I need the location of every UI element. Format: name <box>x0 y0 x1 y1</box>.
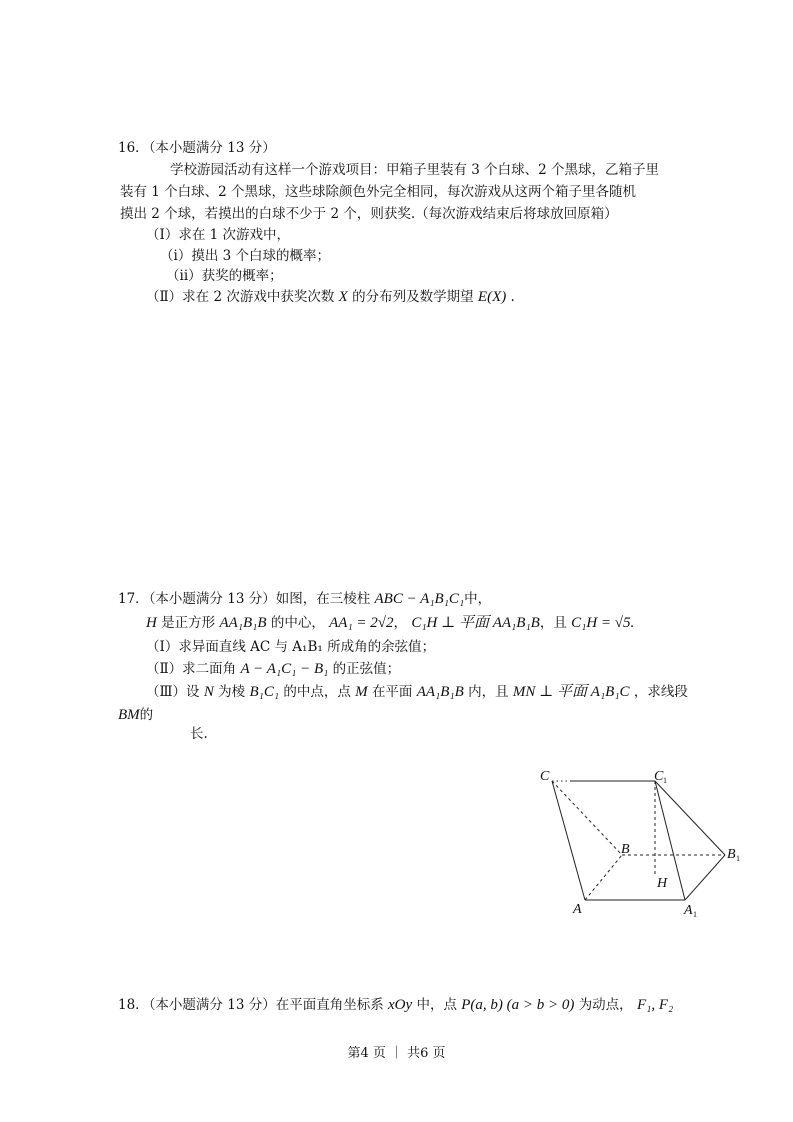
q17-part3-mid3: 在平面 <box>371 684 413 700</box>
q17-in: 中， <box>464 591 492 607</box>
q17-part3-long: 长. <box>190 726 208 742</box>
label-c1: C <box>654 769 664 784</box>
q17-part3-pre: （Ⅲ）设 <box>146 684 200 700</box>
q18-number: 18． <box>118 997 149 1013</box>
q17-m: M <box>355 684 368 700</box>
q17-and: ，且 <box>539 615 567 631</box>
label-b1-sub: 1 <box>736 854 740 863</box>
q18-text1: 在平面直角坐标系 <box>275 997 384 1013</box>
q16-stem-line1: 学校游园活动有这样一个游戏项目：甲箱子里装有 3 个白球、2 个黑球，乙箱子里 <box>170 162 660 178</box>
q17-part3 <box>146 682 688 702</box>
q17-part3-mid2: 的中点，点 <box>283 684 351 700</box>
edge-a1-b1 <box>685 855 725 900</box>
q18-text2: 中，点 <box>416 997 457 1013</box>
q18-line1 <box>118 995 673 1015</box>
q17-intro: 如图，在三棱柱 <box>275 591 371 607</box>
q16-part2-mid: 的分布列及数学期望 <box>352 289 474 305</box>
label-c: C <box>540 769 550 784</box>
q16-expectation: E(X) <box>477 289 507 305</box>
q17-dihedral-angle: A − A₁C₁ − B₁ <box>240 661 329 677</box>
edge-c1-b1 <box>655 781 725 855</box>
q17-part3-end: ，求线段 <box>633 684 688 700</box>
q17-part3-cont <box>118 705 153 725</box>
q17-points: （本小题满分 13 分） <box>148 591 276 607</box>
q17-mn-perp: MN ⊥ 平面 A₁B₁C <box>512 684 630 700</box>
q16-part2 <box>146 287 515 307</box>
q18-points: （本小题满分 13 分） <box>148 997 276 1013</box>
q17-part2 <box>146 659 400 679</box>
q18-text3: 为动点， <box>578 997 633 1013</box>
q16-part1: （Ⅰ）求在 1 次游戏中， <box>146 227 291 243</box>
q17-part3-mid1: 为棱 <box>218 684 246 700</box>
q17-c1h-eq: C₁H = √5. <box>571 615 635 631</box>
q17-h: H <box>146 615 157 631</box>
q17-plane: AA₁B₁B <box>416 684 464 700</box>
label-a1: A <box>684 903 693 918</box>
q17-line1 <box>118 589 491 609</box>
q17-part3-mid4: 内，且 <box>468 684 509 700</box>
q16-stem-line3: 摸出 2 个球，若摸出的白球不少于 2 个，则获奖.（每次游戏结束后将球放回原箱） <box>120 206 618 222</box>
q18-xoy: xOy <box>388 997 413 1013</box>
q16-var-x: X <box>338 289 348 305</box>
label-a: A <box>573 902 582 917</box>
q18-foci: F₁, F₂ <box>636 997 674 1013</box>
q16-header <box>118 138 276 158</box>
q17-bm: BM <box>118 707 140 723</box>
q16-part1-i: （i）摸出 3 个白球的概率； <box>160 248 330 264</box>
q18-point: P(a, b) (a > b > 0) <box>461 997 575 1013</box>
q17-aa1-eq: AA₁ = 2√2 <box>329 615 394 631</box>
q17-h-center: 的中心， <box>270 615 325 631</box>
q16-part1-ii: （ii）获奖的概率； <box>166 268 283 284</box>
page-footer: 第4 页 ｜ 共6 页 <box>347 1046 446 1061</box>
q17-number: 17． <box>118 591 149 607</box>
q16-part2-pre: （Ⅱ）求在 2 次游戏中获奖次数 <box>146 289 335 305</box>
q17-part2-pre: （Ⅱ）求二面角 <box>146 661 237 677</box>
q17-h-pre: 是正方形 <box>161 615 216 631</box>
label-b1: B <box>727 847 736 862</box>
q16-number: 16． <box>118 140 149 156</box>
label-h: H <box>657 876 668 891</box>
q17-line2 <box>146 613 634 633</box>
label-c1-sub: 1 <box>663 776 667 785</box>
q17-prism-figure <box>530 762 750 922</box>
q16-points: （本小题满分 13 分） <box>148 140 276 156</box>
q17-h-square: AA₁B₁B <box>219 615 267 631</box>
q17-part3-de: 的 <box>139 707 154 723</box>
q17-comma: ， <box>393 615 408 631</box>
q17-prism: ABC − A₁B₁C₁ <box>374 591 465 607</box>
q17-edge-b1c1: B₁C₁ <box>249 684 280 700</box>
label-b: B <box>621 842 630 857</box>
q17-c1h-perp: C₁H ⊥ 平面 AA₁B₁B <box>411 615 540 631</box>
edge-a-b-hidden <box>585 855 622 900</box>
q17-part2-end: 的正弦值； <box>332 661 401 677</box>
q16-stem-line2: 装有 1 个白球、2 个黑球，这些球除颜色外完全相同，每次游戏从这两个箱子里各随机 <box>120 184 637 200</box>
q17-part1: （Ⅰ）求异面直线 AC 与 A₁B₁ 所成角的余弦值； <box>146 639 436 655</box>
q16-part2-end: . <box>510 289 515 305</box>
q17-n: N <box>203 684 214 700</box>
label-a1-sub: 1 <box>693 910 697 919</box>
